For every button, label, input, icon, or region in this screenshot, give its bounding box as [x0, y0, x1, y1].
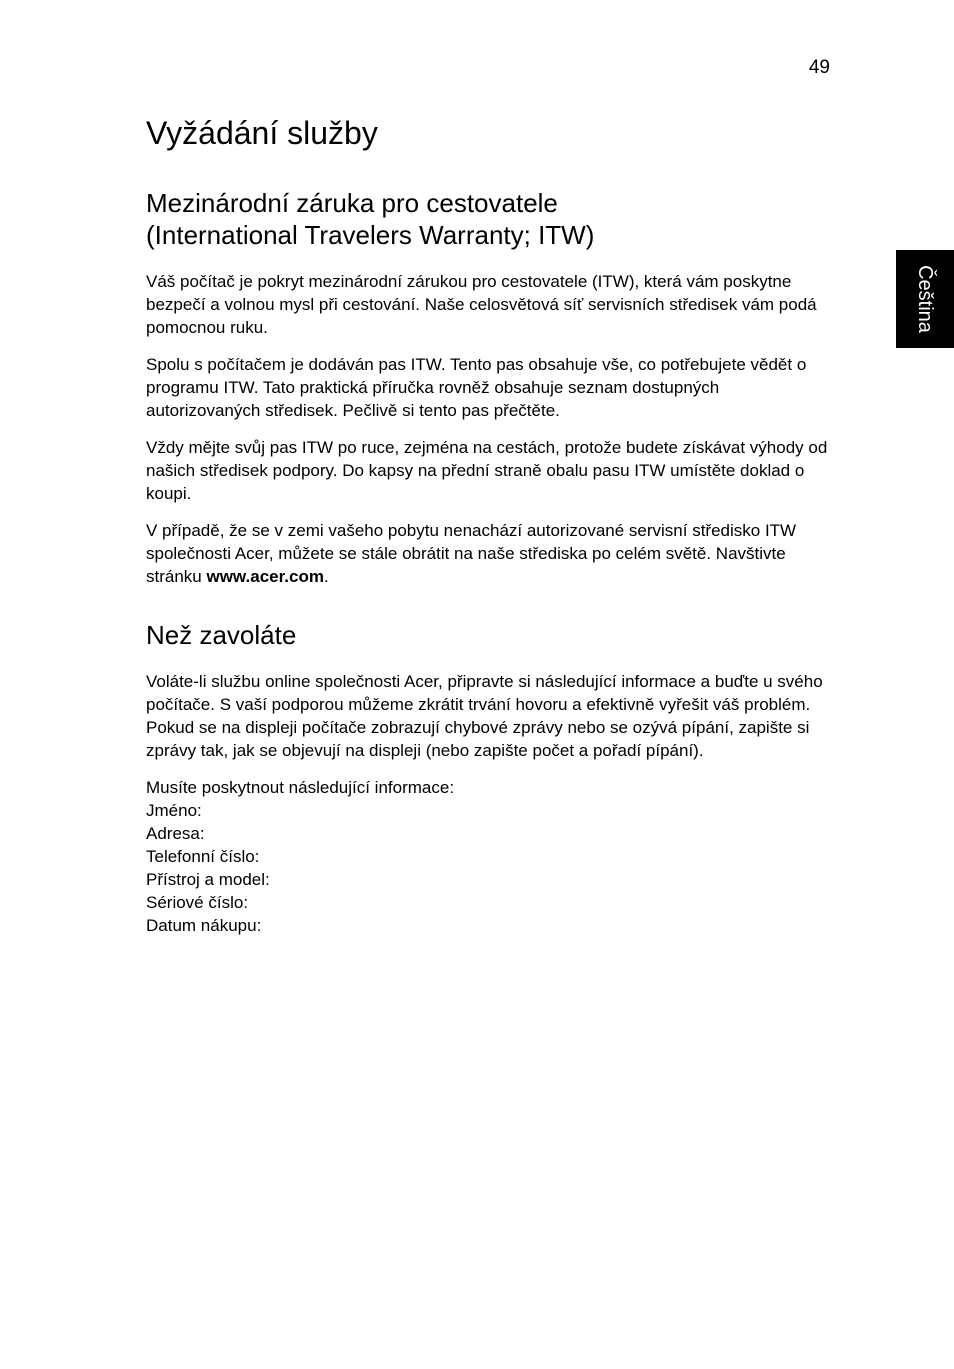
required-info-list: [146, 776, 836, 937]
page-content: [146, 113, 836, 937]
before-call-heading: Než zavoláte: [146, 620, 297, 650]
itw-paragraph-2: Spolu s počítačem je dodáván pas ITW. Tento pas obsahuje vše, co potřebujete vědět o programu ITW. Tato praktická příručka rovněž obsahuje seznam dostupných autorizovaných středisek. Pečlivě si tento pas přečtěte.: [146, 355, 807, 420]
itw-paragraph-4-end: .: [323, 567, 329, 586]
required-info-intro: Musíte poskytnout následující informace:: [146, 778, 455, 797]
page-title: Vyžádání služby: [146, 115, 378, 151]
itw-paragraph-1: Váš počítač je pokryt mezinárodní zárukou pro cestovatele (ITW), která vám poskytne bezpečí a volnou mysl při cestování. Naše celosvětová síť servisních středisek vám podá pomocnou ruku.: [146, 272, 817, 337]
itw-heading-line1: Mezinárodní záruka pro cestovatele: [146, 188, 558, 218]
itw-heading: [146, 187, 836, 251]
info-item-model: Přístroj a model:: [146, 870, 270, 889]
acer-website-link: www.acer.com: [206, 567, 324, 586]
before-call-paragraph: Voláte-li službu online společnosti Acer, připravte si následující informace a buďte u svého počítače. S vaší podporou můžeme zkrátit trvání hovoru a efektivně vyřešit váš problém. Pokud se na displeji počítače zobrazují chybové zprávy nebo se ozývá pípání, zapište si zprávy tak, jak se objevují na displeji (nebo zapište počet a pořadí pípání).: [146, 672, 823, 760]
info-item-phone: Telefonní číslo:: [146, 847, 260, 866]
itw-heading-line2: (International Travelers Warranty; ITW): [146, 220, 595, 250]
info-item-serial: Sériové číslo:: [146, 893, 249, 912]
page-number: 49: [808, 57, 830, 78]
language-tab: [896, 250, 954, 348]
itw-paragraph-4: [146, 519, 836, 588]
itw-paragraph-4-text: V případě, že se v zemi vašeho pobytu nenachází autorizované servisní středisko ITW společnosti Acer, můžete se stále obrátit na naše střediska po celém světě. Navštivte stránku: [146, 521, 797, 586]
info-item-purchase-date: Datum nákupu:: [146, 916, 262, 935]
language-tab-label: Čeština: [914, 265, 936, 333]
itw-paragraph-3: Vždy mějte svůj pas ITW po ruce, zejména na cestách, protože budete získávat výhody od našich středisek podpory. Do kapsy na přední straně obalu pasu ITW umístěte doklad o koupi.: [146, 438, 828, 503]
info-item-address: Adresa:: [146, 824, 205, 843]
info-item-name: Jméno:: [146, 801, 202, 820]
